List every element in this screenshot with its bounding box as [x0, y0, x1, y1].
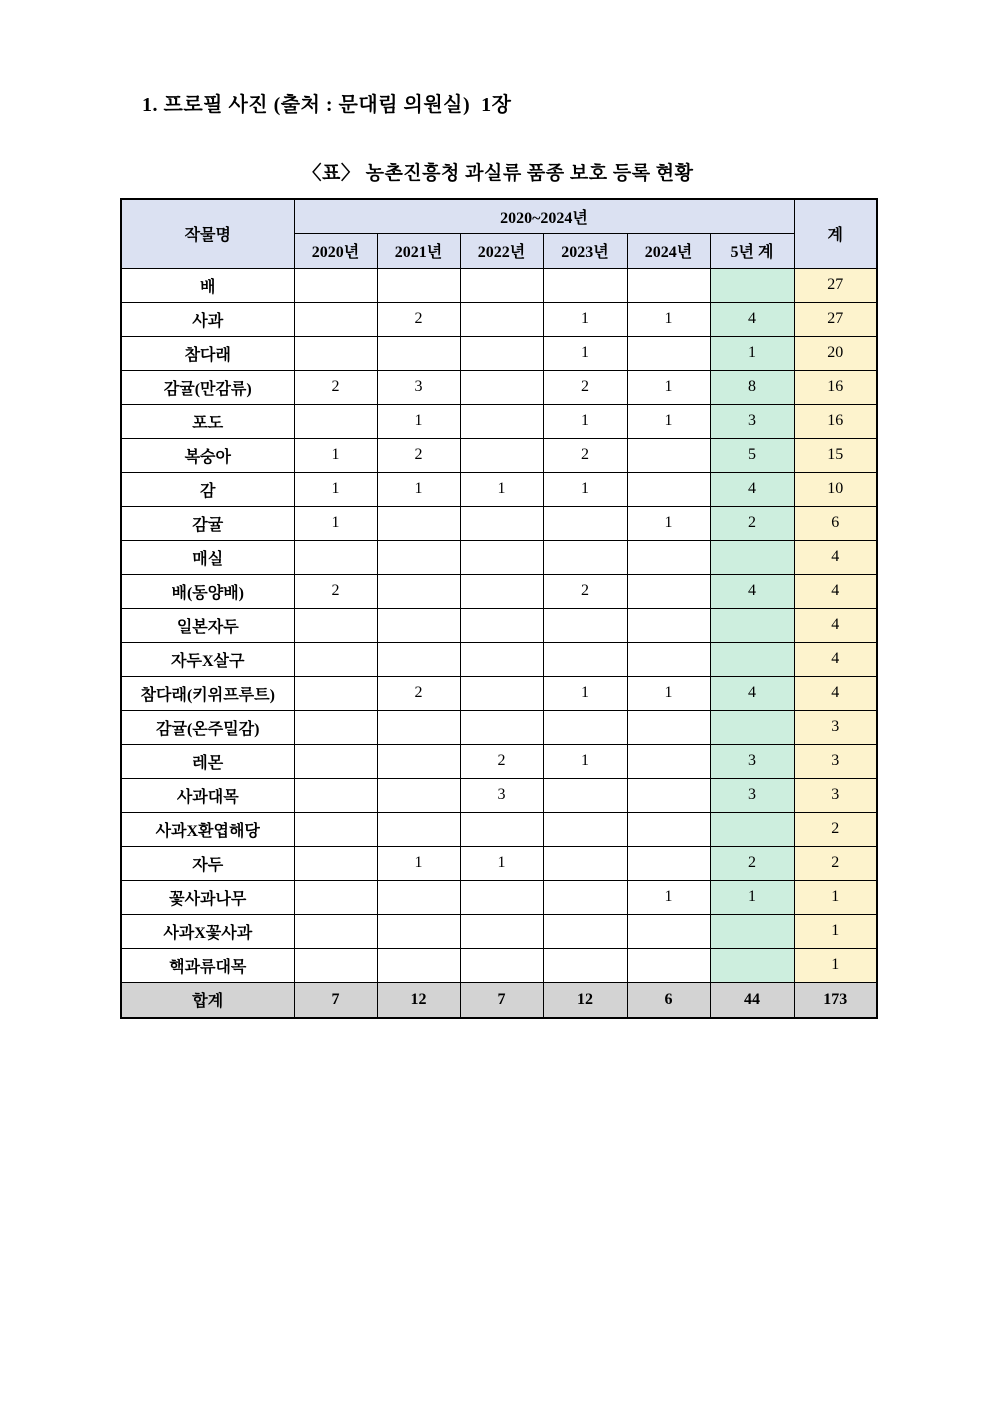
- row-total-cell: 27: [794, 302, 877, 336]
- year-value-cell: [460, 710, 543, 744]
- year-value-cell: [377, 948, 460, 982]
- year-header-cell: 2024년: [627, 233, 710, 268]
- row-total-cell: 3: [794, 710, 877, 744]
- table-row: [121, 744, 877, 778]
- table-row: [121, 642, 877, 676]
- row-total-cell: 2: [794, 846, 877, 880]
- year-header-cell: 2020년: [294, 233, 377, 268]
- crop-name-cell: 핵과류대목: [121, 948, 294, 982]
- row-total-cell: 6: [794, 506, 877, 540]
- year-value-cell: 1: [543, 472, 627, 506]
- crop-name-cell: 복숭아: [121, 438, 294, 472]
- row-total-cell: 1: [794, 880, 877, 914]
- table-row: [121, 404, 877, 438]
- year-header-cell: 2023년: [543, 233, 627, 268]
- year-value-cell: 1: [377, 472, 460, 506]
- crop-name-cell: 참다래: [121, 336, 294, 370]
- crop-name-cell: 자두: [121, 846, 294, 880]
- row-total-cell: 4: [794, 642, 877, 676]
- year-value-cell: 2: [294, 574, 377, 608]
- variety-protection-table: [120, 198, 878, 1019]
- five-year-total-cell: 8: [710, 370, 794, 404]
- year-value-cell: [543, 642, 627, 676]
- row-total-cell: 4: [794, 676, 877, 710]
- year-value-cell: 2: [377, 302, 460, 336]
- year-value-cell: [627, 438, 710, 472]
- year-value-cell: [377, 710, 460, 744]
- five-year-total-cell: [710, 812, 794, 846]
- row-total-cell: 4: [794, 608, 877, 642]
- table-row: [121, 948, 877, 982]
- year-value-cell: [377, 812, 460, 846]
- row-total-cell: 173: [794, 982, 877, 1018]
- year-value-cell: [294, 404, 377, 438]
- year-value-cell: [543, 812, 627, 846]
- row-total-cell: 3: [794, 744, 877, 778]
- year-value-cell: [460, 404, 543, 438]
- five-year-total-cell: 5: [710, 438, 794, 472]
- year-value-cell: [294, 948, 377, 982]
- year-value-cell: 12: [377, 982, 460, 1018]
- table-row: [121, 846, 877, 880]
- year-value-cell: 1: [294, 472, 377, 506]
- table-row: [121, 302, 877, 336]
- year-header-cell: 2022년: [460, 233, 543, 268]
- year-value-cell: [543, 506, 627, 540]
- table-row: [121, 710, 877, 744]
- five-year-total-cell: 4: [710, 472, 794, 506]
- crop-name-cell: 감귤(온주밀감): [121, 710, 294, 744]
- table-row: [121, 268, 877, 302]
- five-year-total-cell: 4: [710, 676, 794, 710]
- row-total-cell: 16: [794, 370, 877, 404]
- year-value-cell: [460, 268, 543, 302]
- year-value-cell: 2: [294, 370, 377, 404]
- table-row: [121, 676, 877, 710]
- year-header-cell: 2021년: [377, 233, 460, 268]
- year-value-cell: 2: [377, 438, 460, 472]
- year-value-cell: [627, 642, 710, 676]
- year-value-cell: [460, 438, 543, 472]
- year-value-cell: 1: [627, 506, 710, 540]
- row-total-cell: 10: [794, 472, 877, 506]
- year-value-cell: 2: [377, 676, 460, 710]
- year-value-cell: [460, 608, 543, 642]
- table-title: 〈표〉 농촌진흥청 과실류 품종 보호 등록 현황: [302, 163, 694, 184]
- five-year-total-cell: 4: [710, 574, 794, 608]
- year-value-cell: 1: [377, 846, 460, 880]
- col-header-period: 2020~2024년: [294, 199, 794, 233]
- crop-name-cell: 포도: [121, 404, 294, 438]
- year-value-cell: [627, 846, 710, 880]
- year-value-cell: 1: [543, 302, 627, 336]
- year-value-cell: [543, 540, 627, 574]
- year-value-cell: 1: [460, 846, 543, 880]
- crop-name-cell: 배: [121, 268, 294, 302]
- year-value-cell: [543, 880, 627, 914]
- crop-name-cell: 사과X환엽해당: [121, 812, 294, 846]
- year-value-cell: [377, 608, 460, 642]
- year-value-cell: [460, 506, 543, 540]
- crop-name-cell: 감: [121, 472, 294, 506]
- year-value-cell: 2: [543, 370, 627, 404]
- total-label-cell: 합계: [121, 982, 294, 1018]
- crop-name-cell: 배(동양배): [121, 574, 294, 608]
- year-value-cell: 3: [460, 778, 543, 812]
- year-value-cell: [627, 472, 710, 506]
- row-total-cell: 20: [794, 336, 877, 370]
- crop-name-cell: 일본자두: [121, 608, 294, 642]
- five-year-total-cell: [710, 268, 794, 302]
- table-row: [121, 880, 877, 914]
- table-row: [121, 574, 877, 608]
- crop-name-cell: 꽃사과나무: [121, 880, 294, 914]
- five-year-total-cell: [710, 914, 794, 948]
- year-value-cell: [627, 574, 710, 608]
- five-year-total-cell: [710, 608, 794, 642]
- table-row: [121, 370, 877, 404]
- year-value-cell: 6: [627, 982, 710, 1018]
- year-value-cell: [377, 336, 460, 370]
- crop-name-cell: 감귤: [121, 506, 294, 540]
- section-heading: 1. 프로필 사진 (출처 : 문대림 의원실) 1장: [142, 94, 512, 116]
- year-value-cell: [460, 812, 543, 846]
- year-value-cell: [627, 540, 710, 574]
- year-value-cell: 1: [627, 880, 710, 914]
- year-value-cell: [377, 540, 460, 574]
- crop-name-cell: 레몬: [121, 744, 294, 778]
- year-value-cell: 1: [627, 676, 710, 710]
- year-value-cell: 7: [294, 982, 377, 1018]
- table-row: [121, 778, 877, 812]
- year-value-cell: [294, 846, 377, 880]
- five-year-total-cell: [710, 540, 794, 574]
- year-value-cell: [460, 370, 543, 404]
- year-value-cell: 2: [543, 574, 627, 608]
- total-row: [121, 982, 877, 1018]
- year-value-cell: [294, 914, 377, 948]
- crop-name-cell: 사과대목: [121, 778, 294, 812]
- row-total-cell: 2: [794, 812, 877, 846]
- table-row: [121, 914, 877, 948]
- table-row: [121, 472, 877, 506]
- year-header-cell: 5년 계: [710, 233, 794, 268]
- year-value-cell: [627, 710, 710, 744]
- year-value-cell: [294, 336, 377, 370]
- year-value-cell: [460, 676, 543, 710]
- table-row: [121, 438, 877, 472]
- five-year-total-cell: [710, 948, 794, 982]
- five-year-total-cell: 3: [710, 744, 794, 778]
- year-value-cell: 12: [543, 982, 627, 1018]
- year-value-cell: [460, 302, 543, 336]
- year-value-cell: [294, 778, 377, 812]
- year-value-cell: [627, 948, 710, 982]
- year-value-cell: 3: [377, 370, 460, 404]
- year-value-cell: [627, 744, 710, 778]
- five-year-total-cell: [710, 642, 794, 676]
- col-header-crop: 작물명: [121, 199, 294, 268]
- year-value-cell: [377, 574, 460, 608]
- year-value-cell: [294, 268, 377, 302]
- year-value-cell: [543, 948, 627, 982]
- year-value-cell: 1: [377, 404, 460, 438]
- year-value-cell: 1: [543, 744, 627, 778]
- year-value-cell: [460, 948, 543, 982]
- year-value-cell: [294, 540, 377, 574]
- year-value-cell: [627, 608, 710, 642]
- year-value-cell: 7: [460, 982, 543, 1018]
- five-year-total-cell: 3: [710, 404, 794, 438]
- year-value-cell: [294, 608, 377, 642]
- five-year-total-cell: 1: [710, 336, 794, 370]
- year-value-cell: 1: [294, 506, 377, 540]
- year-value-cell: 1: [543, 676, 627, 710]
- five-year-total-cell: [710, 710, 794, 744]
- five-year-total-cell: 4: [710, 302, 794, 336]
- year-value-cell: [294, 710, 377, 744]
- five-year-total-cell: 2: [710, 846, 794, 880]
- row-total-cell: 4: [794, 540, 877, 574]
- year-value-cell: [627, 812, 710, 846]
- year-value-cell: 1: [543, 336, 627, 370]
- year-value-cell: [460, 642, 543, 676]
- year-value-cell: [460, 914, 543, 948]
- year-value-cell: [543, 608, 627, 642]
- row-total-cell: 15: [794, 438, 877, 472]
- year-value-cell: 1: [543, 404, 627, 438]
- year-value-cell: [377, 914, 460, 948]
- row-total-cell: 4: [794, 574, 877, 608]
- five-year-total-cell: 1: [710, 880, 794, 914]
- year-value-cell: [460, 574, 543, 608]
- year-value-cell: 2: [543, 438, 627, 472]
- year-value-cell: [543, 710, 627, 744]
- five-year-total-cell: 44: [710, 982, 794, 1018]
- crop-name-cell: 자두X살구: [121, 642, 294, 676]
- row-total-cell: 27: [794, 268, 877, 302]
- year-value-cell: [627, 268, 710, 302]
- year-value-cell: [460, 336, 543, 370]
- row-total-cell: 16: [794, 404, 877, 438]
- year-value-cell: [294, 676, 377, 710]
- five-year-total-cell: 2: [710, 506, 794, 540]
- table-row: [121, 608, 877, 642]
- year-value-cell: [543, 778, 627, 812]
- table-row: [121, 540, 877, 574]
- year-value-cell: [377, 744, 460, 778]
- col-header-grand-total: 계: [794, 199, 877, 268]
- year-value-cell: 1: [627, 370, 710, 404]
- year-value-cell: [377, 778, 460, 812]
- year-value-cell: [294, 744, 377, 778]
- year-value-cell: [543, 846, 627, 880]
- year-value-cell: [543, 268, 627, 302]
- year-value-cell: 1: [294, 438, 377, 472]
- table-row: [121, 336, 877, 370]
- year-value-cell: 1: [627, 404, 710, 438]
- crop-name-cell: 참다래(키위프루트): [121, 676, 294, 710]
- year-value-cell: [377, 506, 460, 540]
- year-value-cell: [543, 914, 627, 948]
- crop-name-cell: 매실: [121, 540, 294, 574]
- crop-name-cell: 사과: [121, 302, 294, 336]
- year-value-cell: [627, 778, 710, 812]
- year-value-cell: [294, 812, 377, 846]
- year-value-cell: [294, 302, 377, 336]
- year-value-cell: [377, 642, 460, 676]
- table-row: [121, 812, 877, 846]
- year-value-cell: [460, 540, 543, 574]
- year-value-cell: [377, 268, 460, 302]
- table-row: [121, 506, 877, 540]
- year-value-cell: [377, 880, 460, 914]
- row-total-cell: 3: [794, 778, 877, 812]
- year-value-cell: [294, 880, 377, 914]
- year-value-cell: [627, 914, 710, 948]
- year-value-cell: 1: [627, 302, 710, 336]
- year-value-cell: [294, 642, 377, 676]
- year-value-cell: 1: [460, 472, 543, 506]
- row-total-cell: 1: [794, 948, 877, 982]
- five-year-total-cell: 3: [710, 778, 794, 812]
- crop-name-cell: 사과X꽃사과: [121, 914, 294, 948]
- year-value-cell: [460, 880, 543, 914]
- crop-name-cell: 감귤(만감류): [121, 370, 294, 404]
- year-value-cell: 2: [460, 744, 543, 778]
- row-total-cell: 1: [794, 914, 877, 948]
- year-value-cell: [627, 336, 710, 370]
